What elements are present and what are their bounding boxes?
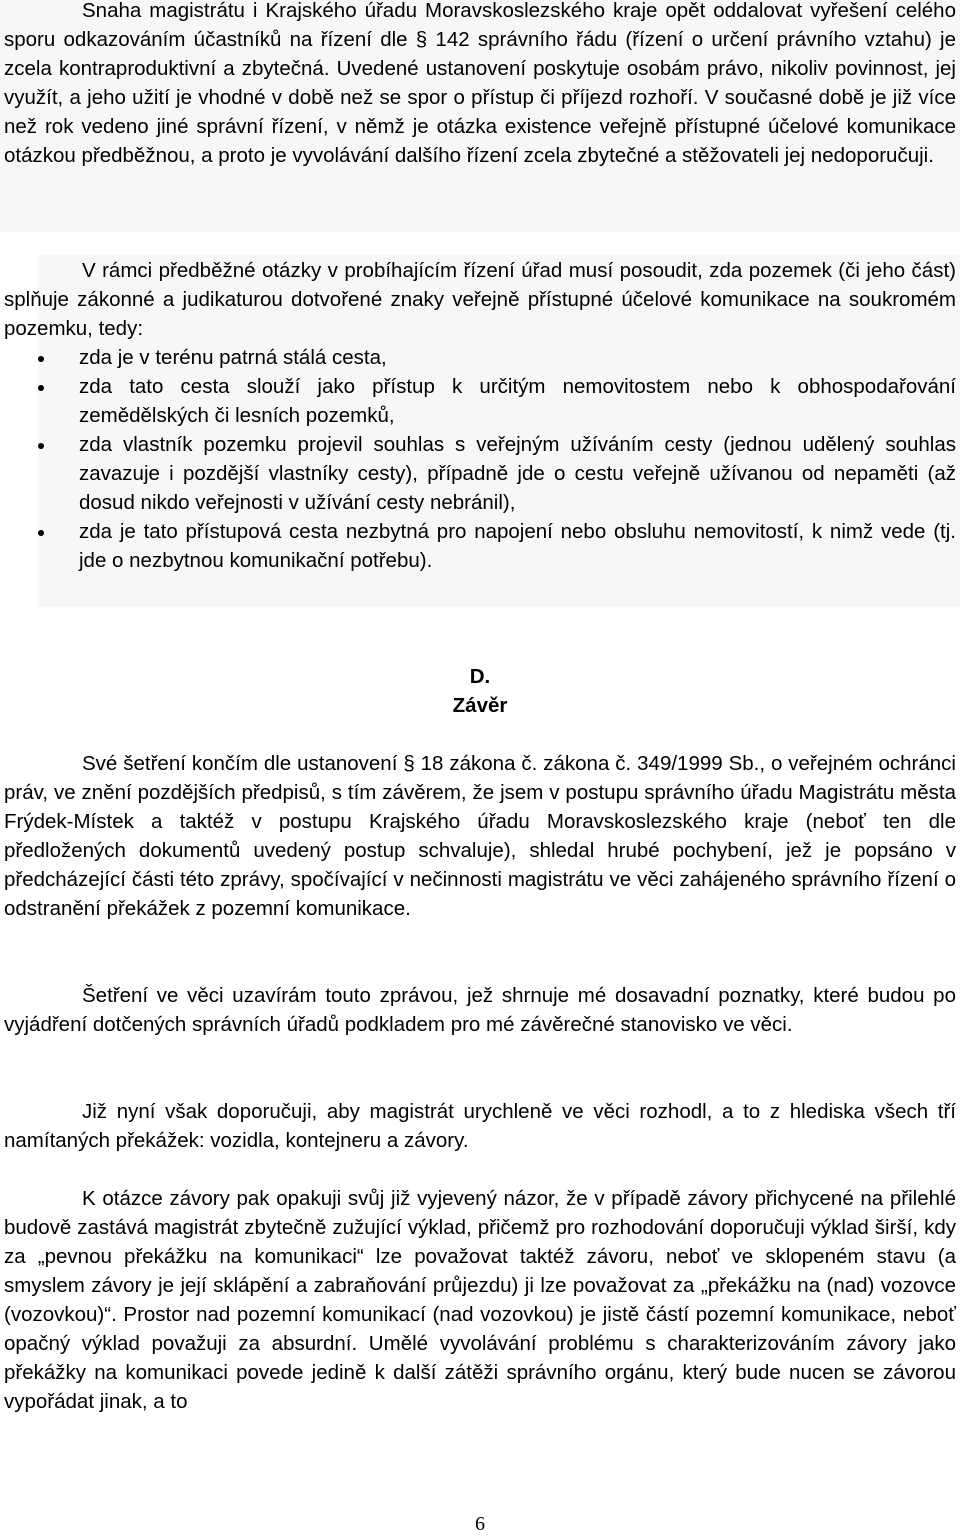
list-item-text: zda je tato přístupová cesta nezbytná pro napojení nebo obsluhu nemovitostí, k nimž vede (tj. jde o nezbytnou komunikační potřebu). (79, 520, 956, 572)
section-letter: D. (469, 665, 491, 688)
paragraph-conclusion: Své šetření končím dle ustanovení § 18 zákona č. zákona č. 349/1999 Sb., o veřejném ochránci práv, ve znění pozdějších předpisů, s tím závěrem, že jsem v postupu správního úřadu Magistrátu města Frýdek-Místek a taktéž v postupu Krajského úřadu Moravskoslezského kraje (neboť ten dle předložených dokumentů uvedený postup schvaluje), shledal hrubé pochybení, jež je popsáno v předcházející části této zprávy, spočívající v nečinnosti magistrátu ve věci zahájeného správního řízení o odstranění překážek z pozemní komunikace. (4, 752, 956, 920)
list-item (4, 430, 956, 517)
paragraph-recommendation: Již nyní však doporučuji, aby magistrát urychleně ve věci rozhodl, a to z hlediska všech tří namítaných překážek: vozidla, kontejneru a závory. (4, 1100, 956, 1152)
list-item (4, 372, 956, 430)
bullet-icon (38, 443, 44, 449)
list-item (4, 517, 956, 575)
bullet-icon (38, 356, 44, 362)
list-item-text: zda vlastník pozemku projevil souhlas s veřejným užíváním cesty (jednou udělený souhlas zavazuje i pozdější vlastníky cesty), případně jde o cestu veřejně užívanou od nepaměti (až dosud nikdo veřejnosti v užívání cesty nebránil), (79, 433, 956, 514)
list-item (4, 343, 956, 372)
list-item-text: zda je v terénu patrná stálá cesta, (79, 346, 387, 369)
list-item-text: zda tato cesta slouží jako přístup k určitým nemovitostem nebo k obhospodařování zemědělských či lesních pozemků, (79, 375, 956, 427)
criteria-list (4, 343, 956, 575)
paragraph-preliminary-question: V rámci předběžné otázky v probíhajícím řízení úřad musí posoudit, zda pozemek (či jeho část) splňuje zákonné a judikaturou dotvořené znaky veřejně přístupné účelové komunikace na soukromém pozemku, tedy: (4, 259, 956, 340)
paragraph-barrier: K otázce závory pak opakuji svůj již vyjevený názor, že v případě závory přichycené na přilehlé budově zastává magistrát zbytečně zužující výklad, přičemž pro rozhodování doporučuji výklad širší, kdy za „pevnou překážku na komunikaci“ lze považovat taktéž závoru, neboť ve sklopeném stavu (a smyslem závory je její sklápění a zabraňování průjezdu) ji lze považovat za „překážku na (nad) vozovce (vozovkou)“. Prostor nad pozemní komunikací (nad vozovkou) je jistě částí pozemní komunikace, neboť opačný výklad považuji za absurdní. Umělé vyvolávání problému s charakterizováním závory jako překážky na komunikaci povede jedině k další zátěži správního orgánu, který bude nucen se závorou vypořádat jinak, a to (4, 1187, 956, 1413)
bullet-icon (38, 385, 44, 391)
page-number: 6 (475, 1513, 485, 1535)
section-title: Závěr (452, 694, 508, 717)
bullet-icon (38, 530, 44, 536)
paragraph-closing: Šetření ve věci uzavírám touto zprávou, jež shrnuje mé dosavadní poznatky, které budou po vyjádření dotčených správních úřadů podkladem pro mé závěrečné stanovisko ve věci. (4, 984, 956, 1036)
paragraph-intro: Snaha magistrátu i Krajského úřadu Moravskoslezského kraje opět oddalovat vyřešení celého sporu odkazováním účastníků na řízení dle § 142 správního řádu (řízení o určení právního vztahu) je zcela kontraproduktivní a zbytečná. Uvedené ustanovení poskytuje osobám právo, nikoliv povinnost, jej využít, a jeho užití je vhodné v době než se spor o přístup či příjezd rozhoří. V současné době je již více než rok vedeno jiné správní řízení, v němž je otázka existence veřejně přístupné účelové komunikace otázkou předběžnou, a proto je vyvolávání dalšího řízení zcela zbytečné a stěžovateli jej nedoporučuji. (4, 0, 956, 167)
